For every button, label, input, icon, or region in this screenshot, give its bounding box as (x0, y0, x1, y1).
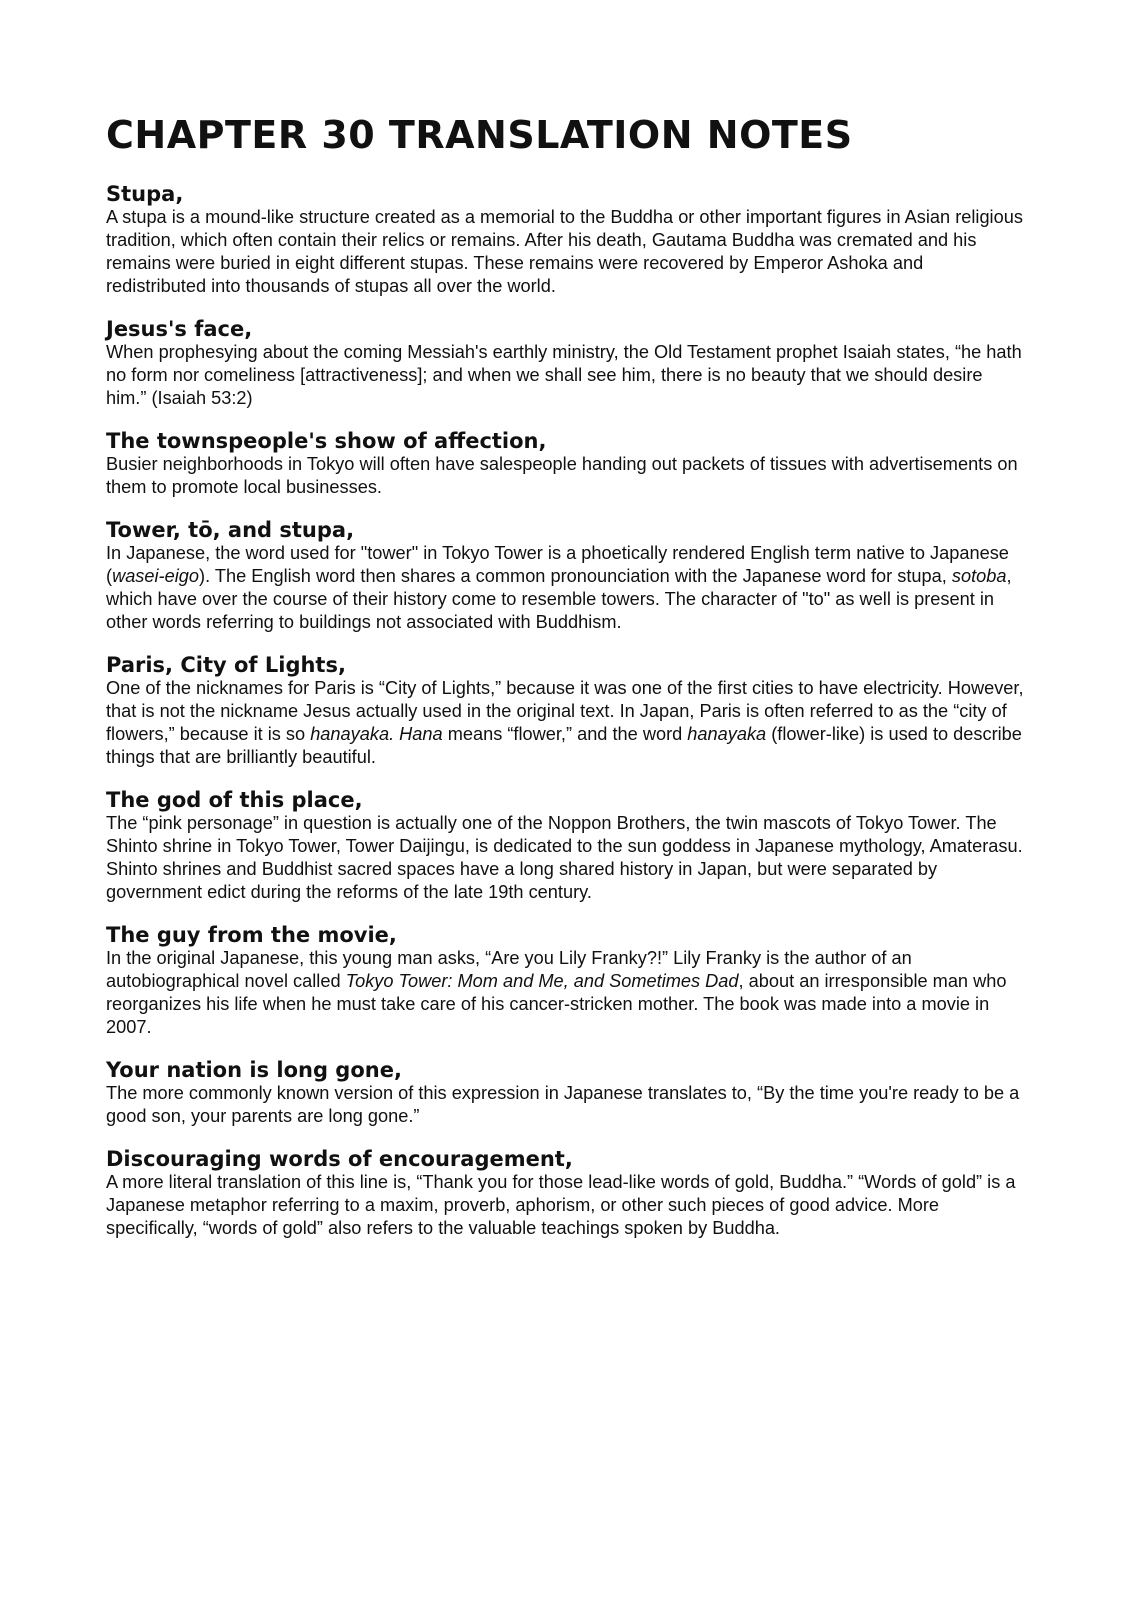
body-text: In Japanese, the word used for "tower" in Tokyo Tower is a phoetically rendered English term native to Japanese ( (106, 543, 1009, 586)
body-text: The “pink personage” in question is actually one of the Noppon Brothers, the twin mascots of Tokyo Tower. The Shinto shrine in Tokyo Tower, Tower Daijingu, is dedicated to the sun goddess in Japanese mythology, Amaterasu. Shinto shrines and Buddhist sacred spaces have a long shared history in Japan, but were separated by government edict during the reforms of the late 19th century. (106, 813, 1023, 902)
body-text: A stupa is a mound-like structure created as a memorial to the Buddha or other important figures in Asian religious tradition, which often contain their relics or remains. After his death, Gautama Buddha was cremated and his remains were buried in eight different stupas. These remains were recovered by Emperor Ashoka and redistributed into thousands of stupas all over the world. (106, 207, 1023, 296)
italic-text: hanayaka (687, 724, 767, 744)
note-heading: Tower, tō, and stupa, (106, 518, 355, 542)
note-heading: Discouraging words of encouragement, (106, 1147, 573, 1171)
note-heading: The guy from the movie, (106, 923, 397, 947)
note-body (106, 206, 1026, 298)
body-text: ). The English word then shares a common pronounciation with the Japanese word for stupa, (199, 566, 952, 586)
body-text: , about an irresponsible man who reorganizes his life when he must take care of his cancer-stricken mother. The book was made into a movie in 2007. (106, 971, 1007, 1037)
note-heading: The god of this place, (106, 788, 363, 812)
note-heading: The townspeople's show of affection, (106, 429, 547, 453)
italic-text: wasei-eigo (112, 566, 200, 586)
note-body (106, 1171, 1026, 1240)
body-text: means “flower,” and the word (442, 724, 688, 744)
italic-text: hanayaka. Hana (310, 724, 443, 744)
note-heading: Stupa, (106, 182, 184, 206)
note-section (106, 317, 1026, 410)
note-body (106, 812, 1026, 904)
note-body (106, 453, 1026, 499)
note-body (106, 341, 1026, 410)
note-section (106, 1058, 1026, 1128)
note-section (106, 182, 1026, 298)
body-text: (flower-like) is used to describe things that are brilliantly beautiful. (106, 724, 1022, 767)
italic-text: Tokyo Tower: Mom and Me, and Sometimes Dad (345, 971, 739, 991)
note-heading: Paris, City of Lights, (106, 653, 346, 677)
note-body (106, 677, 1026, 769)
note-section (106, 788, 1026, 904)
note-body (106, 542, 1026, 634)
body-text: When prophesying about the coming Messiah's earthly ministry, the Old Testament prophet Isaiah states, “he hath no form nor comeliness [attractiveness]; and when we shall see him, there is no beauty that we should desire him.” (Isaiah 53:2) (106, 342, 1022, 408)
body-text: In the original Japanese, this young man asks, “Are you Lily Franky?!” Lily Franky is the author of an autobiographical novel called (106, 948, 912, 991)
note-heading: Your nation is long gone, (106, 1058, 402, 1082)
body-text: One of the nicknames for Paris is “City of Lights,” because it was one of the first cities to have electricity. However, that is not the nickname Jesus actually used in the original text. In Japan, Paris is often referred to as the “city of flowers,” because it is so (106, 678, 1024, 744)
italic-text: sotoba (951, 566, 1007, 586)
body-text: A more literal translation of this line is, “Thank you for those lead-like words of gold, Buddha.” “Words of gold” is a Japanese metaphor referring to a maxim, proverb, aphorism, or other such pieces of good advice. More specifically, “words of gold” also refers to the valuable teachings spoken by Buddha. (106, 1172, 1016, 1238)
note-section (106, 518, 1026, 634)
translation-notes-page (106, 112, 1026, 1259)
notes-list (106, 182, 1026, 1240)
note-heading: Jesus's face, (106, 317, 253, 341)
note-body (106, 1082, 1026, 1128)
body-text: , which have over the course of their history come to resemble towers. The character of "to" as well is present in other words referring to buildings not associated with Buddhism. (106, 566, 1012, 632)
note-section (106, 653, 1026, 769)
note-body (106, 947, 1026, 1039)
note-section (106, 923, 1026, 1039)
note-section (106, 429, 1026, 499)
page-title: CHAPTER 30 TRANSLATION NOTES (106, 113, 853, 157)
body-text: Busier neighborhoods in Tokyo will often have salespeople handing out packets of tissues with advertisements on them to promote local businesses. (106, 454, 1018, 497)
body-text: The more commonly known version of this expression in Japanese translates to, “By the time you're ready to be a good son, your parents are long gone.” (106, 1083, 1020, 1126)
note-section (106, 1147, 1026, 1240)
